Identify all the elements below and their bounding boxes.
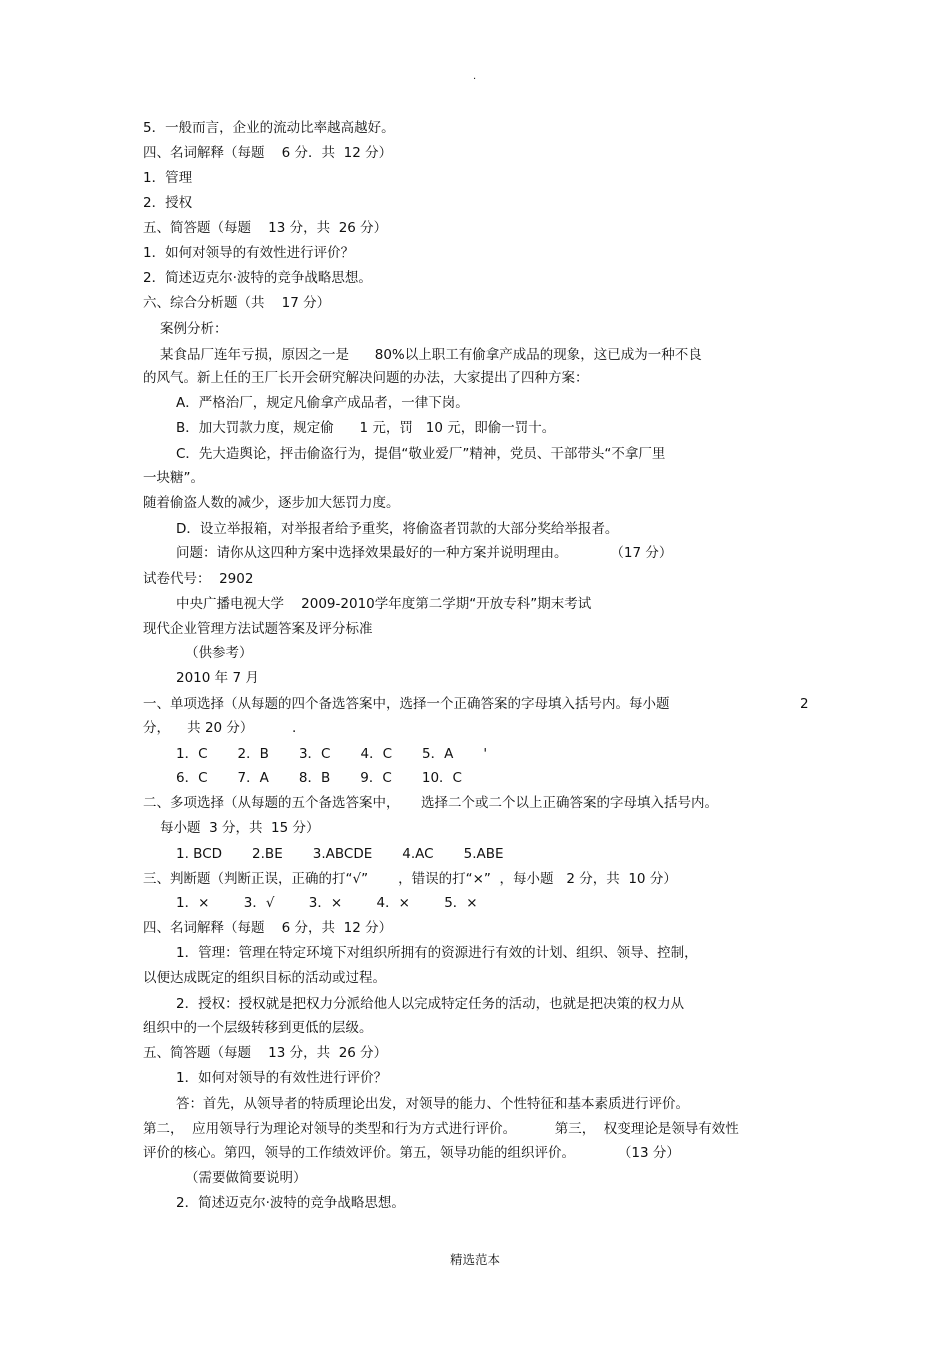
text-line: 一块糖”。	[143, 470, 204, 486]
text-line: 1．管理	[143, 170, 193, 186]
text-line: （供参考）	[185, 645, 253, 661]
text-line: 2．授权：授权就是把权力分派给他人以完成特定任务的活动，也就是把决策的权力从	[176, 996, 685, 1012]
text-line: 1．如何对领导的有效性进行评价？	[143, 245, 355, 261]
answer-row: 6．C 7．A 8．B 9．C 10．C	[176, 770, 462, 786]
text-line: B．加大罚款力度，规定偷 1 元，罚 10 元，即偷一罚十。	[176, 420, 556, 436]
text-line: 5．一般而言，企业的流动比率越高越好。	[143, 120, 395, 136]
section-heading: 三、判断题（判断正误，正确的打“√” ，错误的打“×” ，每小题 2 分，共 10 分）	[143, 871, 677, 887]
text-line: （需要做简要说明）	[185, 1170, 307, 1186]
text-line: 第二， 应用领导行为理论对领导的类型和行为方式进行评价。 第三， 权变理论是领导有效性	[143, 1121, 739, 1137]
text-line: 2．授权	[143, 195, 193, 211]
text-line: 的风气。新上任的王厂长开会研究解决问题的办法，大家提出了四种方案：	[143, 370, 589, 386]
answer-row: 1. BCD 2.BE 3.ABCDE 4.AC 5.ABE	[176, 846, 504, 862]
text-line: 2	[800, 696, 809, 712]
text-line: C．先大造舆论，抨击偷盗行为，提倡“敬业爱厂”精神，党员、干部带头“不拿厂里	[176, 446, 666, 462]
text-line: 中央广播电视大学 2009-2010学年度第二学期“开放专科”期末考试	[176, 596, 592, 612]
text-line: 评价的核心。第四，领导的工作绩效评价。第五，领导功能的组织评价。 （13 分）	[143, 1145, 680, 1161]
text-line: 随着偷盗人数的减少，逐步加大惩罚力度。	[143, 495, 400, 511]
text-line: 试卷代号： 2902	[143, 571, 254, 587]
text-line: 每小题 3 分，共 15 分）	[160, 820, 320, 836]
text-line: A．严格治厂，规定凡偷拿产成品者，一律下岗。	[176, 395, 469, 411]
text-line: 2．简述迈克尔·波特的竞争战略思想。	[176, 1195, 405, 1211]
text-line: 1．管理：管理在特定环境下对组织所拥有的资源进行有效的计划、组织、领导、控制，	[176, 945, 698, 961]
text-line: 组织中的一个层级转移到更低的层级。	[143, 1020, 373, 1036]
section-heading: 四、名词解释（每题 6 分．共 12 分）	[143, 145, 393, 161]
section-heading: 一、单项选择（从每题的四个备选答案中，选择一个正确答案的字母填入括号内。每小题	[143, 696, 670, 712]
section-heading: 二、多项选择（从每题的五个备选答案中， 选择二个或二个以上正确答案的字母填入括号内。	[143, 795, 718, 811]
text-line: 2．简述迈克尔·波特的竞争战略思想。	[143, 270, 372, 286]
text-line: D．设立举报箱，对举报者给予重奖，将偷盗者罚款的大部分奖给举报者。	[176, 521, 619, 537]
text-line: 答：首先，从领导者的特质理论出发，对领导的能力、个性特征和基本素质进行评价。	[176, 1096, 689, 1112]
text-line: 以便达成既定的组织目标的活动或过程。	[143, 970, 386, 986]
text-line: 某食品厂连年亏损，原因之一是 80%以上职工有偷拿产成品的现象，这已成为一种不良	[160, 347, 702, 363]
answer-row: 1．C 2．B 3．C 4．C 5．A '	[176, 746, 488, 762]
header-mark: .	[473, 71, 477, 82]
text-line: 1．如何对领导的有效性进行评价？	[176, 1070, 388, 1086]
section-heading: 六、综合分析题（共 17 分）	[143, 295, 331, 311]
text-line: 问题：请你从这四种方案中选择效果最好的一种方案并说明理由。 （17 分）	[176, 545, 673, 561]
page-footer: 精选范本	[449, 1252, 500, 1267]
text-line: 现代企业管理方法试题答案及评分标准	[143, 621, 373, 637]
text-line: 分， 共 20 分） .	[143, 720, 297, 736]
text-line: 2010 年 7 月	[176, 670, 259, 686]
section-heading: 四、名词解释（每题 6 分，共 12 分）	[143, 920, 393, 936]
section-heading: 五、简答题（每题 13 分，共 26 分）	[143, 220, 388, 236]
section-heading: 五、简答题（每题 13 分，共 26 分）	[143, 1045, 388, 1061]
answer-row: 1．× 3．√ 3．× 4．× 5．×	[176, 895, 478, 911]
text-line: 案例分析：	[160, 321, 228, 337]
